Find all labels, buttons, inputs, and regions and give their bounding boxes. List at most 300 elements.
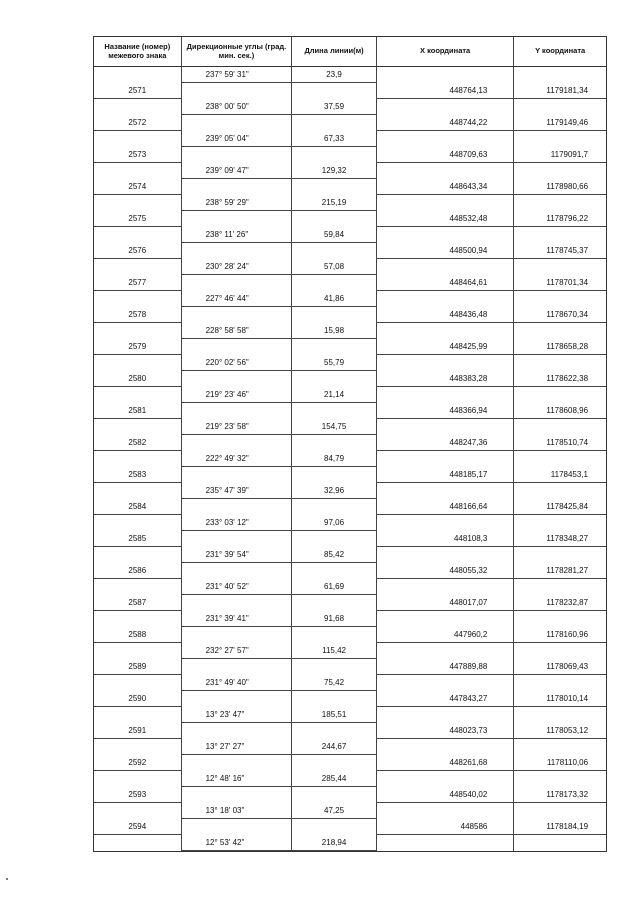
empty-cell xyxy=(94,803,182,819)
point-row xyxy=(94,179,606,195)
point-row xyxy=(94,467,606,483)
empty-cell xyxy=(182,403,293,419)
point-name-cell: 2592 xyxy=(94,755,182,771)
x-coordinate-cell: 448436,48 xyxy=(377,307,515,323)
empty-cell xyxy=(514,227,606,243)
empty-cell xyxy=(94,835,182,851)
x-coordinate-cell: 448764,13 xyxy=(377,83,515,99)
point-row xyxy=(94,499,606,515)
empty-cell xyxy=(292,403,377,419)
y-coordinate-cell: 1178425,84 xyxy=(514,499,606,515)
empty-cell xyxy=(292,371,377,387)
empty-cell xyxy=(292,243,377,259)
direction-angle-cell: 231° 39' 54" xyxy=(182,547,293,563)
x-coordinate-cell: 448108,3 xyxy=(377,531,515,547)
empty-cell xyxy=(94,483,182,499)
empty-cell xyxy=(94,547,182,563)
direction-angle-cell: 238° 00' 50" xyxy=(182,99,293,115)
empty-cell xyxy=(292,211,377,227)
empty-cell xyxy=(292,115,377,131)
scan-speck xyxy=(6,878,8,880)
empty-cell xyxy=(377,163,515,179)
point-row xyxy=(94,755,606,771)
line-length-cell: 185,51 xyxy=(292,707,377,723)
empty-cell xyxy=(94,419,182,435)
empty-cell xyxy=(377,291,515,307)
x-coordinate-cell: 448017,07 xyxy=(377,595,515,611)
y-coordinate-cell: 1178232,87 xyxy=(514,595,606,611)
empty-cell xyxy=(514,355,606,371)
y-coordinate-cell: 1178184,19 xyxy=(514,819,606,835)
empty-cell xyxy=(94,67,182,83)
empty-cell xyxy=(292,83,377,99)
empty-cell xyxy=(514,707,606,723)
point-row xyxy=(94,723,606,739)
x-coordinate-cell: 448744,22 xyxy=(377,115,515,131)
line-length-cell: 85,42 xyxy=(292,547,377,563)
point-name-cell: 2572 xyxy=(94,115,182,131)
empty-cell xyxy=(377,739,515,755)
segment-row xyxy=(94,547,606,563)
point-row xyxy=(94,691,606,707)
direction-angle-cell: 239° 05' 04" xyxy=(182,131,293,147)
empty-cell xyxy=(377,643,515,659)
empty-cell xyxy=(514,515,606,531)
empty-cell xyxy=(182,595,293,611)
line-length-cell: 285,44 xyxy=(292,771,377,787)
empty-cell xyxy=(514,675,606,691)
segment-row xyxy=(94,739,606,755)
point-name-cell: 2582 xyxy=(94,435,182,451)
empty-cell xyxy=(377,323,515,339)
y-coordinate-cell: 1178160,96 xyxy=(514,627,606,643)
empty-cell xyxy=(292,307,377,323)
point-name-cell: 2578 xyxy=(94,307,182,323)
empty-cell xyxy=(94,387,182,403)
line-length-cell: 244,67 xyxy=(292,739,377,755)
y-coordinate-cell: 1178701,34 xyxy=(514,275,606,291)
point-name-cell: 2587 xyxy=(94,595,182,611)
line-length-cell: 115,42 xyxy=(292,643,377,659)
x-coordinate-cell: 448500,94 xyxy=(377,243,515,259)
point-row xyxy=(94,403,606,419)
empty-cell xyxy=(514,739,606,755)
empty-cell xyxy=(182,115,293,131)
x-coordinate-cell: 448464,61 xyxy=(377,275,515,291)
empty-cell xyxy=(377,835,515,851)
y-coordinate-cell: 1178173,32 xyxy=(514,787,606,803)
empty-cell xyxy=(514,259,606,275)
line-length-cell: 218,94 xyxy=(292,835,377,851)
line-length-cell: 61,69 xyxy=(292,579,377,595)
empty-cell xyxy=(514,483,606,499)
direction-angle-cell: 219° 23' 58" xyxy=(182,419,293,435)
empty-cell xyxy=(377,483,515,499)
x-coordinate-cell: 448023,73 xyxy=(377,723,515,739)
x-coordinate-cell: 448383,28 xyxy=(377,371,515,387)
point-name-cell: 2585 xyxy=(94,531,182,547)
empty-cell xyxy=(292,339,377,355)
empty-cell xyxy=(94,323,182,339)
empty-cell xyxy=(182,659,293,675)
empty-cell xyxy=(292,179,377,195)
segment-row xyxy=(94,675,606,691)
empty-cell xyxy=(377,419,515,435)
empty-cell xyxy=(377,803,515,819)
empty-cell xyxy=(377,547,515,563)
segment-row xyxy=(94,131,606,147)
direction-angle-cell: 219° 23' 46" xyxy=(182,387,293,403)
empty-cell xyxy=(94,99,182,115)
direction-angle-cell: 239° 09' 47" xyxy=(182,163,293,179)
empty-cell xyxy=(94,771,182,787)
direction-angle-cell: 233° 03' 12" xyxy=(182,515,293,531)
x-coordinate-cell: 448185,17 xyxy=(377,467,515,483)
line-length-cell: 32,96 xyxy=(292,483,377,499)
empty-cell xyxy=(182,339,293,355)
empty-cell xyxy=(377,515,515,531)
y-coordinate-cell: 1178658,28 xyxy=(514,339,606,355)
empty-cell xyxy=(377,259,515,275)
x-coordinate-cell: 448366,94 xyxy=(377,403,515,419)
empty-cell xyxy=(292,147,377,163)
x-coordinate-cell: 447843,27 xyxy=(377,691,515,707)
empty-cell xyxy=(377,387,515,403)
x-coordinate-cell: 448532,48 xyxy=(377,211,515,227)
line-length-cell: 37,59 xyxy=(292,99,377,115)
point-row xyxy=(94,83,606,99)
empty-cell xyxy=(94,451,182,467)
empty-cell xyxy=(292,435,377,451)
empty-cell xyxy=(94,355,182,371)
empty-cell xyxy=(292,659,377,675)
empty-cell xyxy=(182,531,293,547)
y-coordinate-cell: 1178510,74 xyxy=(514,435,606,451)
point-row xyxy=(94,115,606,131)
point-row xyxy=(94,211,606,227)
empty-cell xyxy=(94,675,182,691)
empty-cell xyxy=(377,451,515,467)
empty-cell xyxy=(292,787,377,803)
empty-cell xyxy=(377,355,515,371)
point-row xyxy=(94,563,606,579)
empty-cell xyxy=(292,499,377,515)
empty-cell xyxy=(377,67,515,83)
y-coordinate-cell: 1179149,46 xyxy=(514,115,606,131)
point-name-cell: 2573 xyxy=(94,147,182,163)
empty-cell xyxy=(182,211,293,227)
point-row xyxy=(94,243,606,259)
empty-cell xyxy=(182,691,293,707)
boundary-points-document xyxy=(93,36,607,852)
header-x-coordinate: X координата xyxy=(377,37,514,66)
segment-row xyxy=(94,611,606,627)
empty-cell xyxy=(377,579,515,595)
line-length-cell: 75,42 xyxy=(292,675,377,691)
direction-angle-cell: 235° 47' 39" xyxy=(182,483,293,499)
empty-cell xyxy=(94,259,182,275)
segment-row xyxy=(94,771,606,787)
segment-row xyxy=(94,227,606,243)
y-coordinate-cell: 1178622,38 xyxy=(514,371,606,387)
segment-row xyxy=(94,323,606,339)
empty-cell xyxy=(514,99,606,115)
empty-cell xyxy=(514,195,606,211)
direction-angle-cell: 228° 58' 58" xyxy=(182,323,293,339)
direction-angle-cell: 12° 48' 16" xyxy=(182,771,293,787)
point-name-cell: 2589 xyxy=(94,659,182,675)
point-name-cell: 2579 xyxy=(94,339,182,355)
point-name-cell: 2576 xyxy=(94,243,182,259)
y-coordinate-cell: 1178453,1 xyxy=(514,467,606,483)
y-coordinate-cell: 1178110,06 xyxy=(514,755,606,771)
line-length-cell: 57,08 xyxy=(292,259,377,275)
empty-cell xyxy=(292,275,377,291)
point-row xyxy=(94,531,606,547)
empty-cell xyxy=(182,563,293,579)
line-length-cell: 41,86 xyxy=(292,291,377,307)
empty-cell xyxy=(182,147,293,163)
empty-cell xyxy=(377,707,515,723)
line-length-cell: 47,25 xyxy=(292,803,377,819)
empty-cell xyxy=(182,371,293,387)
line-length-cell: 91,68 xyxy=(292,611,377,627)
table-body xyxy=(94,67,606,851)
segment-row xyxy=(94,387,606,403)
line-length-cell: 215,19 xyxy=(292,195,377,211)
empty-cell xyxy=(377,99,515,115)
point-row xyxy=(94,435,606,451)
segment-row xyxy=(94,643,606,659)
boundary-coordinates-table xyxy=(93,36,607,852)
point-name-cell: 2580 xyxy=(94,371,182,387)
empty-cell xyxy=(94,163,182,179)
point-name-cell: 2581 xyxy=(94,403,182,419)
y-coordinate-cell: 1178670,34 xyxy=(514,307,606,323)
empty-cell xyxy=(377,771,515,787)
empty-cell xyxy=(292,691,377,707)
segment-row xyxy=(94,67,606,83)
x-coordinate-cell: 447889,88 xyxy=(377,659,515,675)
direction-angle-cell: 13° 27' 27" xyxy=(182,739,293,755)
empty-cell xyxy=(377,611,515,627)
header-y-coordinate: Y координата xyxy=(535,46,586,55)
empty-cell xyxy=(182,755,293,771)
empty-cell xyxy=(94,195,182,211)
line-length-cell: 23,9 xyxy=(292,67,377,83)
segment-row xyxy=(94,99,606,115)
empty-cell xyxy=(94,611,182,627)
segment-row xyxy=(94,195,606,211)
y-coordinate-cell: 1178053,12 xyxy=(514,723,606,739)
point-name-cell: 2571 xyxy=(94,83,182,99)
empty-cell xyxy=(377,675,515,691)
segment-row xyxy=(94,163,606,179)
empty-cell xyxy=(514,131,606,147)
empty-cell xyxy=(182,627,293,643)
empty-cell xyxy=(292,627,377,643)
empty-cell xyxy=(292,755,377,771)
header-line-length: Длина линии(м) xyxy=(292,37,377,66)
empty-cell xyxy=(514,163,606,179)
point-name-cell: 2593 xyxy=(94,787,182,803)
segment-row xyxy=(94,451,606,467)
point-row xyxy=(94,595,606,611)
line-length-cell: 55,79 xyxy=(292,355,377,371)
direction-angle-cell: 231° 40' 52" xyxy=(182,579,293,595)
line-length-cell: 59,84 xyxy=(292,227,377,243)
y-coordinate-cell: 1178980,66 xyxy=(514,179,606,195)
empty-cell xyxy=(514,291,606,307)
line-length-cell: 84,79 xyxy=(292,451,377,467)
empty-cell xyxy=(182,819,293,835)
point-row xyxy=(94,275,606,291)
empty-cell xyxy=(377,195,515,211)
empty-cell xyxy=(94,515,182,531)
x-coordinate-cell: 448247,36 xyxy=(377,435,515,451)
point-name-cell: 2588 xyxy=(94,627,182,643)
y-coordinate-cell: 1178608,96 xyxy=(514,403,606,419)
empty-cell xyxy=(292,531,377,547)
segment-row xyxy=(94,355,606,371)
point-row xyxy=(94,627,606,643)
empty-cell xyxy=(94,579,182,595)
header-point-name: Название (номер) межевого знака xyxy=(94,37,182,66)
empty-cell xyxy=(514,323,606,339)
point-name-cell: 2584 xyxy=(94,499,182,515)
empty-cell xyxy=(182,723,293,739)
line-length-cell: 67,33 xyxy=(292,131,377,147)
segment-row xyxy=(94,515,606,531)
y-coordinate-cell: 1178010,14 xyxy=(514,691,606,707)
line-length-cell: 21,14 xyxy=(292,387,377,403)
empty-cell xyxy=(182,243,293,259)
x-coordinate-cell: 448709,63 xyxy=(377,147,515,163)
empty-cell xyxy=(94,643,182,659)
point-row xyxy=(94,659,606,675)
direction-angle-cell: 231° 39' 41" xyxy=(182,611,293,627)
empty-cell xyxy=(514,835,606,851)
y-coordinate-cell: 1179181,34 xyxy=(514,83,606,99)
empty-cell xyxy=(182,83,293,99)
direction-angle-cell: 237° 59' 31" xyxy=(182,67,293,83)
segment-row xyxy=(94,579,606,595)
line-length-cell: 97,06 xyxy=(292,515,377,531)
line-length-cell: 15,98 xyxy=(292,323,377,339)
x-coordinate-cell: 448643,34 xyxy=(377,179,515,195)
y-coordinate-cell: 1178069,43 xyxy=(514,659,606,675)
empty-cell xyxy=(514,387,606,403)
empty-cell xyxy=(514,451,606,467)
empty-cell xyxy=(377,227,515,243)
point-row xyxy=(94,339,606,355)
empty-cell xyxy=(377,131,515,147)
segment-row xyxy=(94,835,606,851)
empty-cell xyxy=(94,227,182,243)
segment-row xyxy=(94,803,606,819)
y-coordinate-cell: 1178796,22 xyxy=(514,211,606,227)
point-name-cell: 2574 xyxy=(94,179,182,195)
x-coordinate-cell: 448166,64 xyxy=(377,499,515,515)
empty-cell xyxy=(292,595,377,611)
direction-angle-cell: 13° 23' 47" xyxy=(182,707,293,723)
empty-cell xyxy=(514,67,606,83)
direction-angle-cell: 231° 49' 40" xyxy=(182,675,293,691)
empty-cell xyxy=(514,547,606,563)
point-row xyxy=(94,307,606,323)
point-name-cell: 2577 xyxy=(94,275,182,291)
empty-cell xyxy=(182,275,293,291)
x-coordinate-cell: 447960,2 xyxy=(377,627,515,643)
point-name-cell: 2575 xyxy=(94,211,182,227)
table-header-row xyxy=(94,37,606,67)
x-coordinate-cell: 448425,99 xyxy=(377,339,515,355)
empty-cell xyxy=(182,787,293,803)
point-name-cell: 2594 xyxy=(94,819,182,835)
empty-cell xyxy=(182,467,293,483)
point-name-cell: 2590 xyxy=(94,691,182,707)
y-coordinate-cell: 1178745,37 xyxy=(514,243,606,259)
empty-cell xyxy=(182,307,293,323)
empty-cell xyxy=(94,291,182,307)
direction-angle-cell: 222° 49' 32" xyxy=(182,451,293,467)
empty-cell xyxy=(514,771,606,787)
point-row xyxy=(94,819,606,835)
point-row xyxy=(94,147,606,163)
empty-cell xyxy=(182,499,293,515)
direction-angle-cell: 220° 02' 56" xyxy=(182,355,293,371)
segment-row xyxy=(94,259,606,275)
empty-cell xyxy=(514,643,606,659)
empty-cell xyxy=(94,707,182,723)
direction-angle-cell: 230° 28' 24" xyxy=(182,259,293,275)
direction-angle-cell: 238° 59' 29" xyxy=(182,195,293,211)
empty-cell xyxy=(182,435,293,451)
line-length-cell: 154,75 xyxy=(292,419,377,435)
point-name-cell: 2583 xyxy=(94,467,182,483)
point-name-cell: 2591 xyxy=(94,723,182,739)
direction-angle-cell: 12° 53' 42" xyxy=(182,835,293,851)
direction-angle-cell: 227° 46' 44" xyxy=(182,291,293,307)
point-row xyxy=(94,787,606,803)
y-coordinate-cell: 1178348,27 xyxy=(514,531,606,547)
point-row xyxy=(94,371,606,387)
point-name-cell: 2586 xyxy=(94,563,182,579)
empty-cell xyxy=(292,563,377,579)
segment-row xyxy=(94,707,606,723)
x-coordinate-cell: 448261,68 xyxy=(377,755,515,771)
segment-row xyxy=(94,419,606,435)
empty-cell xyxy=(182,179,293,195)
line-length-cell: 129,32 xyxy=(292,163,377,179)
y-coordinate-cell: 1178281,27 xyxy=(514,563,606,579)
empty-cell xyxy=(514,803,606,819)
empty-cell xyxy=(292,819,377,835)
empty-cell xyxy=(514,579,606,595)
x-coordinate-cell: 448540,02 xyxy=(377,787,515,803)
empty-cell xyxy=(514,611,606,627)
y-coordinate-cell: 1179091,7 xyxy=(514,147,606,163)
x-coordinate-cell: 448055,32 xyxy=(377,563,515,579)
direction-angle-cell: 13° 18' 03" xyxy=(182,803,293,819)
direction-angle-cell: 238° 11' 26" xyxy=(182,227,293,243)
empty-cell xyxy=(514,419,606,435)
empty-cell xyxy=(94,131,182,147)
segment-row xyxy=(94,483,606,499)
header-direction-angle: Дирекционные углы (град. мин. сек.) xyxy=(182,37,293,66)
x-coordinate-cell: 448586 xyxy=(377,819,515,835)
empty-cell xyxy=(292,467,377,483)
